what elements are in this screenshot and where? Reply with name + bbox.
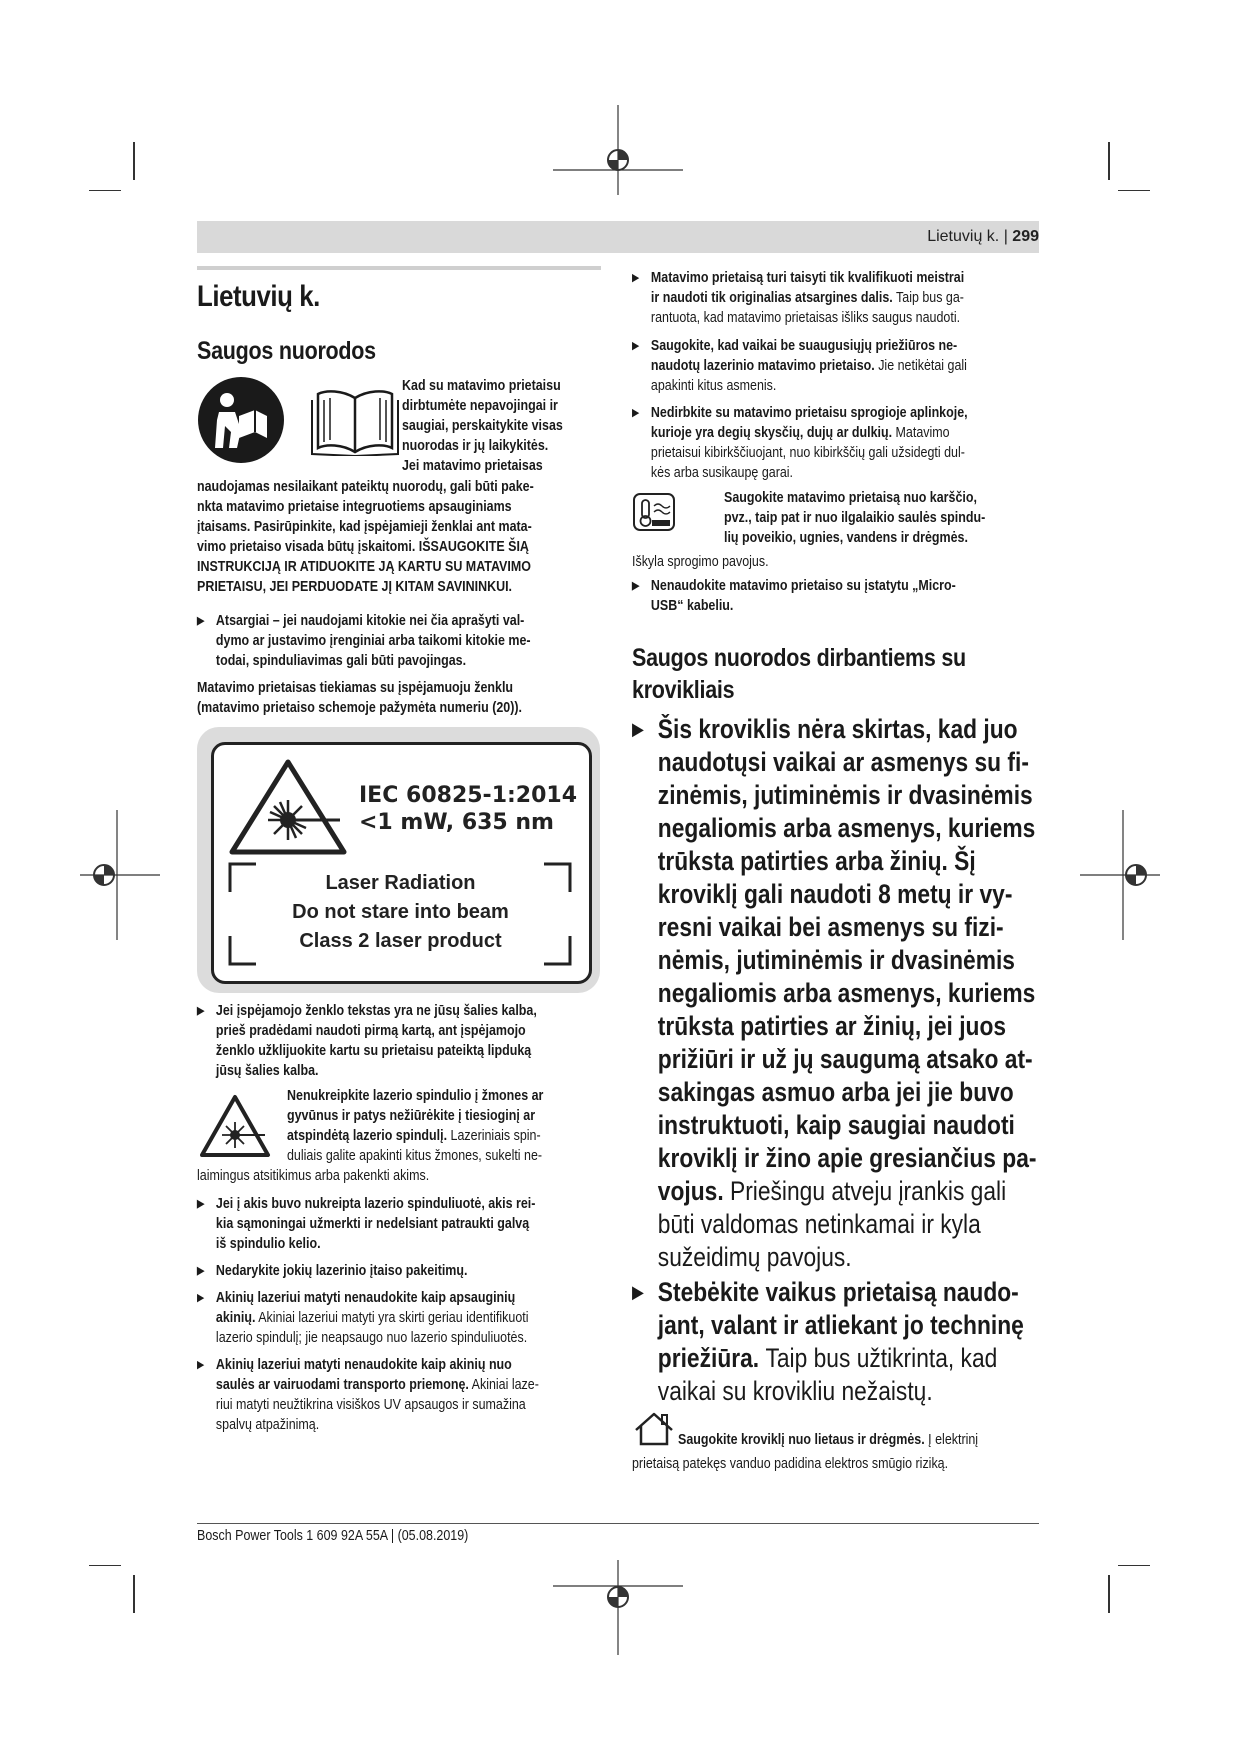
header-bar (197, 221, 1039, 253)
bullet-item: ▶ Saugokite, kad vaikai be suaugusiųjų priežiūros ne- naudotų lazerinio matavimo prietaiso. Jie netikėtai gali apakinti kitus asmenis. (632, 338, 967, 394)
laser-warning-icon (199, 1094, 271, 1158)
bullet-arrow-icon: ▶ (197, 1265, 205, 1277)
intro-paragraph-wrapped: Kad su matavimo prietaisu dirbtumėte nepavojingai ir saugiai, perskaitykite visas nuorodas ir jų laikykitės. Jei matavimo prietaisas (402, 378, 563, 474)
intro-paragraph: naudojamas nesilaikant pateiktų nuorodų, gali būti pake- nkta matavimo prietaise integruotiems apsauginiams įtaisams. Pasirūpinkite, kad įspėjamieji ženklai ant mata- vimo prietaiso visada būtų įskaitomi. IŠSAUGOKITE ŠIĄ INSTRUKCIJĄ IR ATIDUOKITE JĄ KARTU SU MATAVIMO PRIETAISU, JEI PERDUODATE JĮ KITAM SAVININKUI. (197, 479, 534, 595)
bullet-arrow-icon: ▶ (197, 1005, 205, 1017)
footer-text: Bosch Power Tools 1 609 92A 55A | (05.08.2019) (197, 1528, 469, 1544)
bullet-arrow-icon: ▶ (632, 719, 644, 739)
bullet-arrow-icon: ▶ (632, 407, 640, 419)
heat-warning-icon (632, 492, 676, 532)
rain-warning: Saugokite kroviklį nuo lietaus ir drėgmės. Į elektrinį (678, 1432, 979, 1448)
label-line-1: Laser Radiation (325, 872, 476, 894)
label-power: <1 mW, 635 nm (359, 810, 554, 835)
running-header (927, 228, 1039, 246)
bullet-item: ▶ Jei į akis buvo nukreipta lazerio spinduliuotė, akis rei- kia sąmoningai užmerkti ir nedelsiant patraukti galvą iš spindulio kelio. (197, 1196, 536, 1252)
rain-warning-cont: prietaisą patekęs vanduo padidina elektros smūgio riziką. (632, 1456, 949, 1472)
label-line-3: Class 2 laser product (299, 930, 502, 952)
registration-mark-bottom (553, 1560, 683, 1655)
bullet-arrow-icon: ▶ (632, 580, 640, 592)
crop-mark (89, 1565, 121, 1566)
laser-hazard-icon (228, 758, 348, 856)
bullet-item: ▶ Matavimo prietaisą turi taisyti tik kvalifikuoti meistrai ir naudoti tik originalias atsargines dalis. Taip bus ga- rantuota, kad matavimo prietaisas išliks saugus naudoti. (632, 270, 965, 326)
crop-mark (89, 190, 121, 191)
bullet-arrow-icon: ▶ (632, 1282, 644, 1302)
crop-mark (1108, 142, 1110, 180)
bullet-item: ▶ Akinių lazeriui matyti nenaudokite kaip akinių nuo saulės ar vairuodami transporto priemonę. Akiniai laze- riui matyti neužtikrina visiškos UV apsaugos ir sumažina spalvų atpažinimą. (197, 1357, 539, 1433)
bullet-item: ▶ Nenaudokite matavimo prietaiso su įstatytu „Micro- USB“ kabeliu. (632, 578, 956, 614)
page-number: 299 (1012, 228, 1039, 245)
read-manual-icon (197, 376, 285, 464)
bullet-item: ▶ Nedirbkite su matavimo prietaisu sprogioje aplinkoje, kurioje yra degių skysčių, dujų ar dulkių. Matavimo prietaisui kibirkščiuojant, nuo kibirkščių gali užsidegti dul- kės arba susikaupę garai. (632, 405, 968, 481)
crop-mark (1108, 1575, 1110, 1613)
registration-mark-right (1080, 810, 1160, 940)
laser-warning-text: Nenukreipkite lazerio spindulio į žmones ar gyvūnus ir patys nežiūrėkite į tiesioginį ar atspindėtą lazerio spindulį. Lazeriniais spin- duliais galite apakinti kitus žmones, sukelti ne- (287, 1088, 544, 1164)
bullet-item: ▶ Akinių lazeriui matyti nenaudokite kaip apsauginių akinių. Akiniai lazeriui matyti yra skirti geriau identifikuoti lazerio spindulį; jie neapsaugo nuo lazerio spinduliuotės. (197, 1290, 529, 1346)
registration-mark-left (80, 810, 160, 940)
house-indoor-icon (632, 1410, 676, 1448)
label-line-2: Do not stare into beam (292, 901, 509, 923)
label-standard: IEC 60825-1:2014 (359, 783, 578, 808)
heat-warning-note: Iškyla sprogimo pavojus. (632, 554, 769, 570)
crop-mark (133, 142, 135, 180)
bullet-item: ▶ Jei įspėjamojo ženklo tekstas yra ne jūsų šalies kalba, prieš pradėdami naudoti pirmą kartą, ant įspėjamojo ženklo užklijuokite kartu su prietaisu pateiktą lipduką jūsų šalies kalba. (197, 1003, 537, 1079)
bullet-arrow-icon: ▶ (197, 1198, 205, 1210)
header-separator: | (1003, 228, 1008, 245)
page-title: Lietuvių k. (197, 280, 320, 313)
header-language: Lietuvių k. (927, 228, 1000, 245)
footer-rule (197, 1523, 1039, 1524)
title-rule (197, 266, 601, 270)
warning-label-note: Matavimo prietaisas tiekiamas su įspėjamuoju ženklu (matavimo prietaiso schemoje pažymėta numeriu (20)). (197, 680, 523, 716)
section-heading-safety: Saugos nuorodos (197, 337, 376, 365)
crop-mark (1118, 1565, 1150, 1566)
manual-book-icon (310, 388, 400, 456)
bullet-arrow-icon: ▶ (197, 615, 205, 627)
bullet-arrow-icon: ▶ (632, 340, 640, 352)
bullet-item: ▶ Nedarykite jokių lazerinio įtaiso pakeitimų. (197, 1263, 468, 1279)
bullet-arrow-icon: ▶ (197, 1292, 205, 1304)
registration-mark-top (553, 105, 683, 195)
charger-warning-supervise: ▶ Stebėkite vaikus prietaisą naudo- jant, valant ir atliekant jo techninę priežiūra. Taip bus užtikrinta, kad vaikai su krovikliu nežaistų. (632, 1277, 1024, 1406)
section-heading-chargers: Saugos nuorodos dirbantiems su krovikliais (632, 644, 966, 704)
bullet-item: ▶ Atsargiai – jei naudojami kitokie nei čia aprašyti val- dymo ar justavimo įrenginiai arba taikomi kitokie me- todai, spinduliavimas gali būti pavojingas. (197, 613, 531, 669)
laser-warning-text-cont: laimingus atsitikimus arba pakenkti akims. (197, 1168, 430, 1184)
crop-mark (133, 1575, 135, 1613)
bullet-arrow-icon: ▶ (632, 272, 640, 284)
charger-warning-children: ▶ Šis kroviklis nėra skirtas, kad juo naudotųsi vaikai ar asmenys su fi- zinėmis, jutiminėmis ir dvasinėmis negaliomis arba asmenys, kuriems trūksta patirties arba žinių. Šį kroviklį gali naudoti 8 metų ir vy- resni vaikai bei asmenys su fizi- nėmis, jutiminėmis ir dvasinėmis negaliomis arba asmenys, kuriems trūksta patirties ar žinių, jei juos prižiūri ir už jų saugumą atsako at- sakingas asmuo arba jei jie buvo instruktuoti, kaip saugiai naudoti kroviklį ir žino apie gresiančius pa- vojus. Priešingu atveju įrankis gali būti valdomas netinkamai ir kyla sužeidimų pavojus. (632, 714, 1037, 1272)
heat-warning-text: Saugokite matavimo prietaisą nuo karščio, pvz., taip pat ir nuo ilgalaikio saulės spindu- lių poveikio, ugnies, vandens ir drėgmės. (724, 490, 986, 546)
crop-mark (1118, 190, 1150, 191)
bullet-arrow-icon: ▶ (197, 1359, 205, 1371)
